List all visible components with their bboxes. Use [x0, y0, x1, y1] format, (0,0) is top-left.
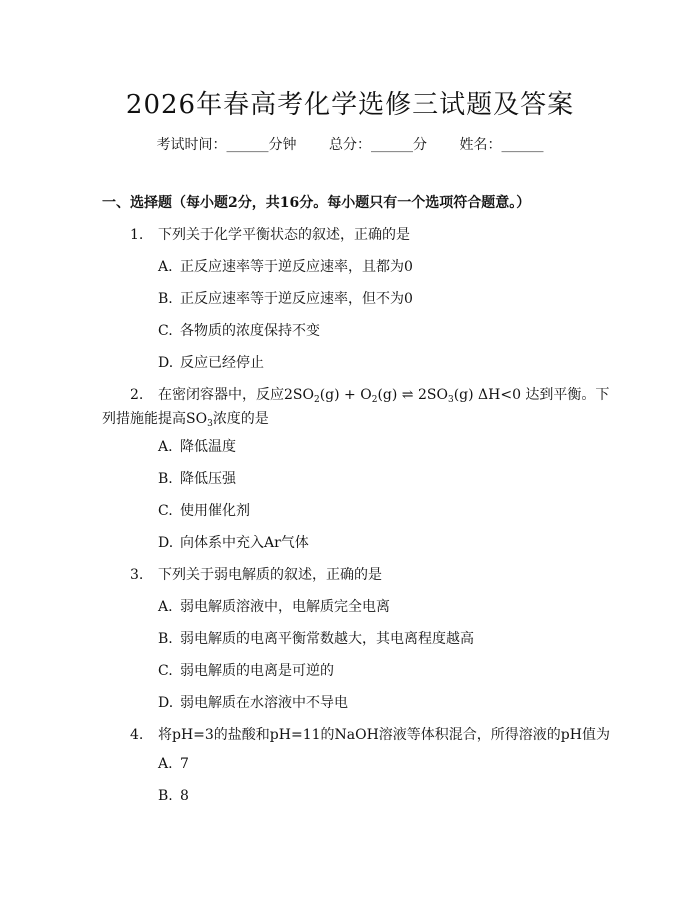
- option-q3-b: B. 弱电解质的电离平衡常数越大，其电离程度越高: [158, 631, 474, 647]
- option-q4-a: A. 7: [158, 756, 189, 772]
- option-q1-d: D. 反应已经停止: [158, 355, 264, 371]
- section-heading: 一、选择题（每小题2分，共16分。每小题只有一个选项符合题意。）: [102, 195, 531, 211]
- question-1: [130, 224, 410, 244]
- question-3: [130, 564, 382, 584]
- option-q2-d: D. 向体系中充入Ar气体: [158, 535, 309, 551]
- option-q4-b: B. 8: [158, 788, 189, 804]
- question-4: [130, 724, 610, 744]
- option-q1-a: A. 正反应速率等于逆反应速率，且都为0: [158, 259, 413, 275]
- option-q2-c: C. 使用催化剂: [158, 503, 250, 519]
- question-stem: 下列关于弱电解质的叙述，正确的是: [158, 567, 382, 583]
- option-q1-c: C. 各物质的浓度保持不变: [158, 323, 320, 339]
- question-stem: 将pH=3的盐酸和pH=11的NaOH溶液等体积混合，所得溶液的pH值为: [158, 727, 610, 743]
- question-2-continued: 列措施能提高$SO_3$浓度的是: [102, 411, 269, 429]
- exam-score: 总分：______分: [329, 137, 427, 153]
- option-q1-b: B. 正反应速率等于逆反应速率，但不为0: [158, 291, 413, 307]
- question-number: 2.: [130, 387, 144, 403]
- question-number: 1.: [130, 227, 144, 243]
- page-title: 2026年春高考化学选修三试题及答案: [125, 90, 575, 120]
- exam-name: 姓名：______: [459, 137, 544, 153]
- exam-time: 考试时间：______分钟: [156, 137, 297, 153]
- question-stem: 下列关于化学平衡状态的叙述，正确的是: [158, 227, 410, 243]
- option-q3-c: C. 弱电解质的电离是可逆的: [158, 663, 334, 679]
- option-q2-a: A. 降低温度: [158, 439, 236, 455]
- option-q2-b: B. 降低压强: [158, 471, 236, 487]
- option-q3-a: A. 弱电解质溶液中，电解质完全电离: [158, 599, 390, 615]
- question-2: 2. 在密闭容器中，反应$2SO_2(g) + O_2(g)$ ⇌ $2SO_3(g)$ ΔH<0 达到平衡。下: [130, 387, 610, 405]
- question-number: 4.: [130, 727, 144, 743]
- option-q3-d: D. 弱电解质在水溶液中不导电: [158, 695, 348, 711]
- exam-meta: [0, 134, 700, 154]
- question-number: 3.: [130, 567, 144, 583]
